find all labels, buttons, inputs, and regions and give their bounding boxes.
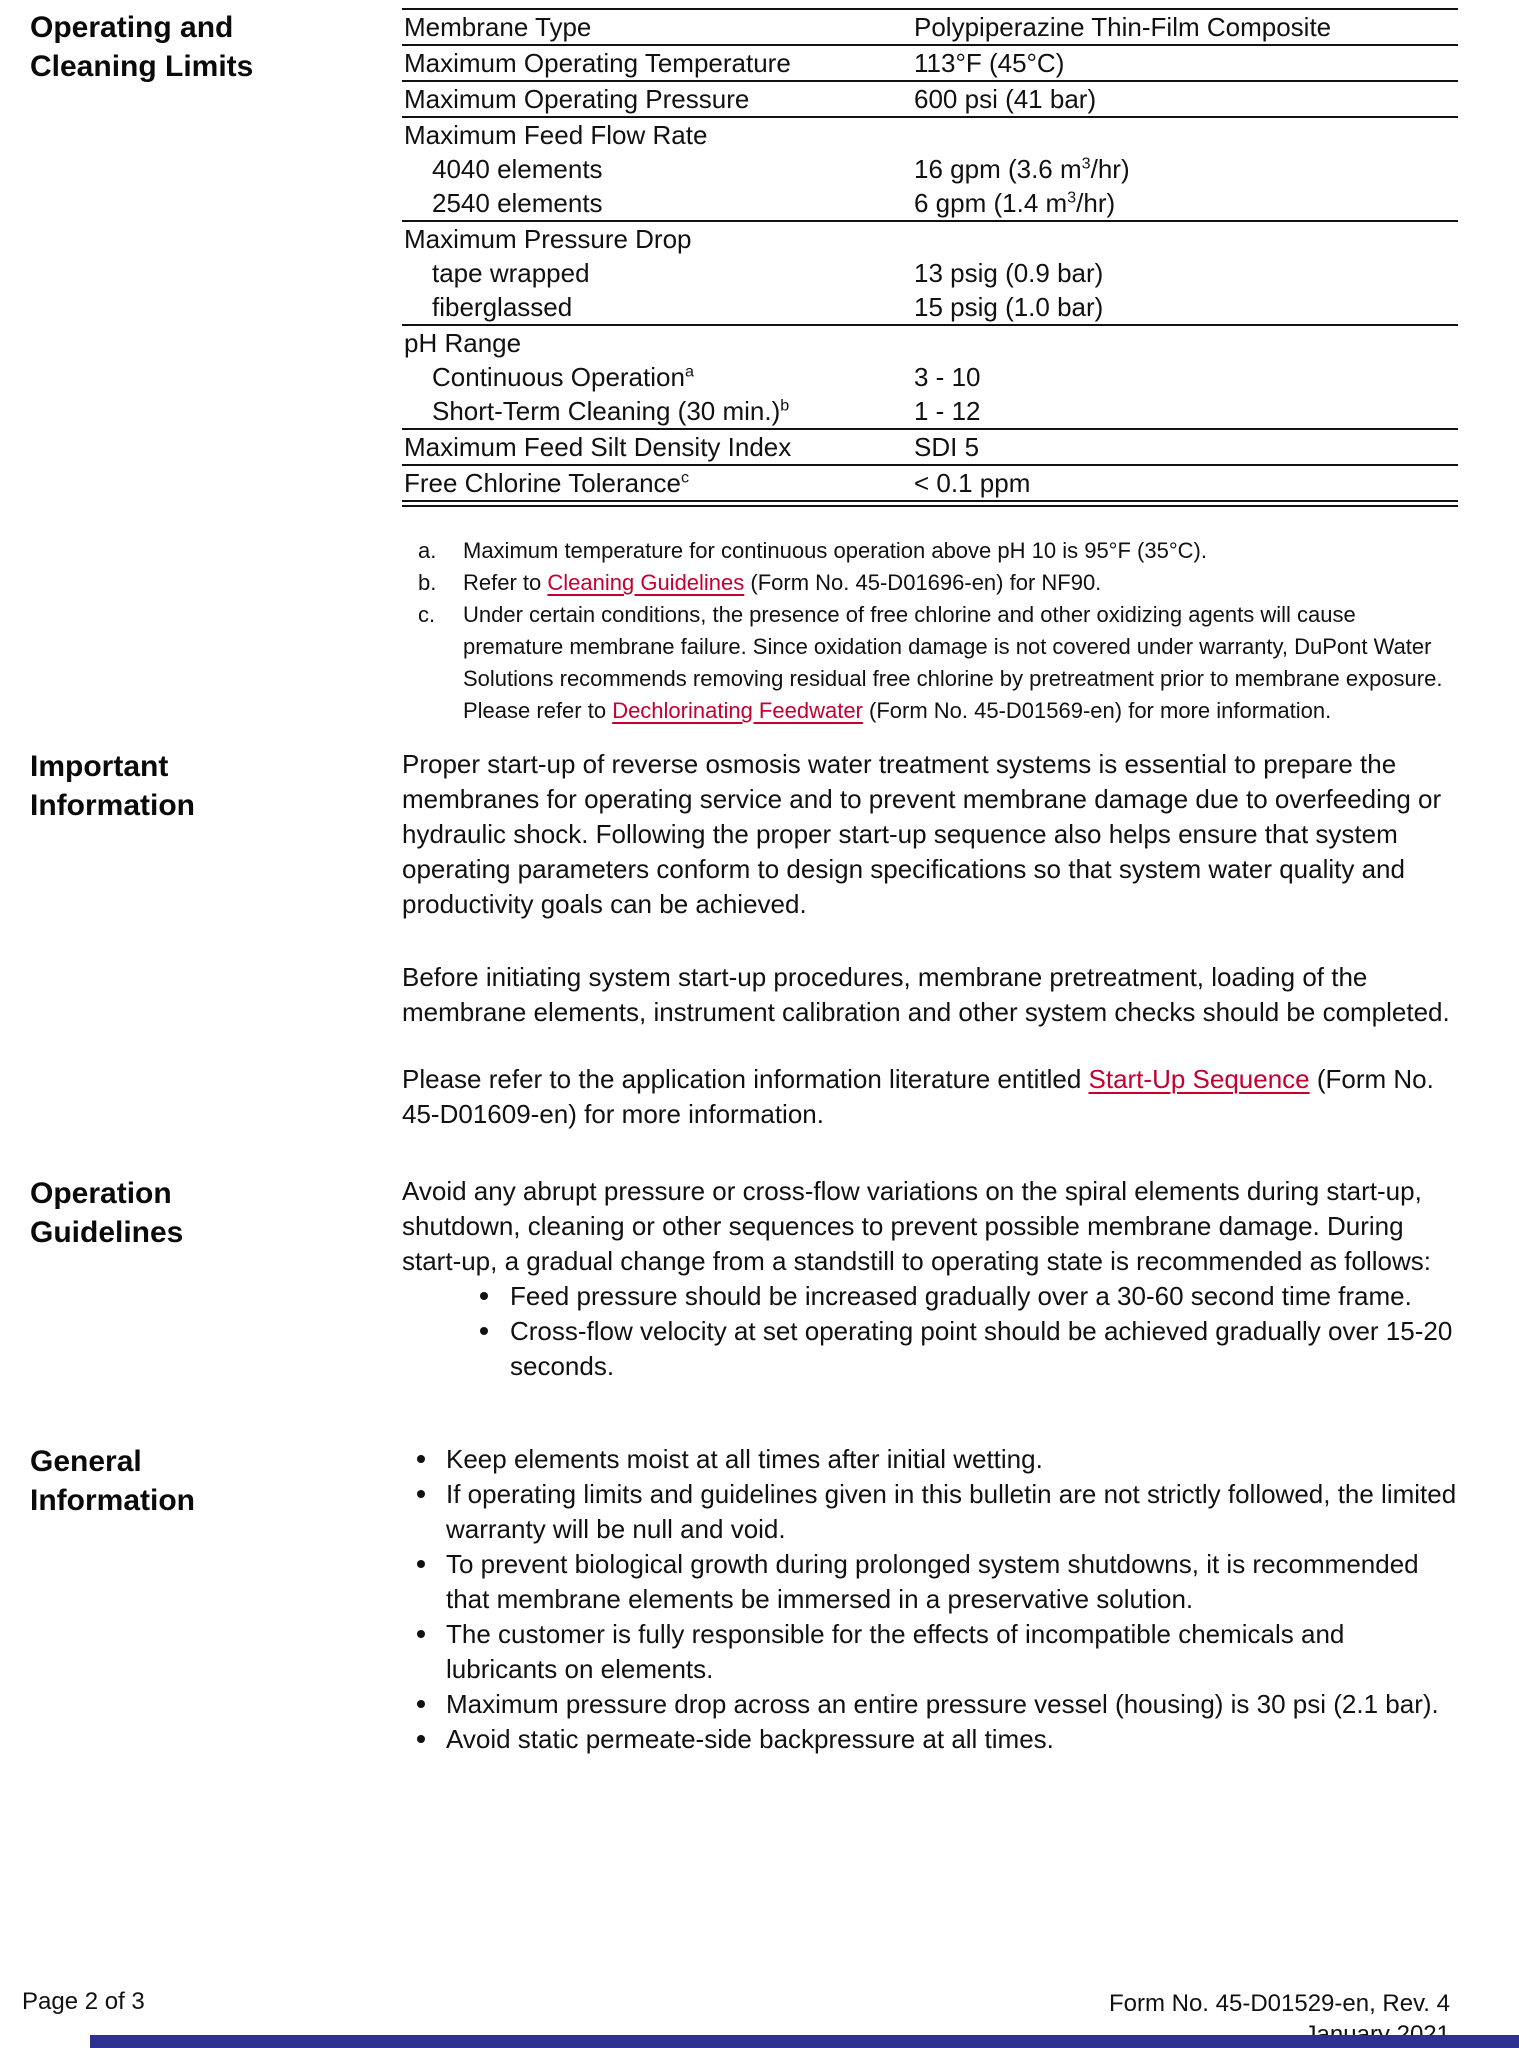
bullet-icon	[417, 1630, 425, 1638]
footnote-ref-a: a	[684, 361, 694, 380]
row-label: Membrane Type	[404, 11, 592, 42]
limits-heading-column	[0, 8, 402, 507]
footnote-text: Under certain conditions, the presence of free chlorine and other oxidizing agents will cause premature membrane failure. Since oxidation damage is not covered under warranty, DuPont Water Solutions recommends removing residual free chlorine by pretreatment prior to membrane exposure. Please refer to Dechlorinating Feedwater (Form No. 45-D01569-en) for more information.	[463, 602, 1443, 723]
table-bottom-double-rule	[402, 500, 1458, 507]
footnote-marker: c.	[418, 602, 436, 627]
table-row	[402, 256, 1458, 290]
footnote-list	[418, 535, 1458, 727]
row-label: 2540 elements	[432, 187, 603, 218]
row-label: pH Range	[404, 327, 522, 358]
table-row	[402, 326, 1458, 360]
link-dechlorinating-feedwater[interactable]: Dechlorinating Feedwater	[612, 698, 863, 723]
row-value: 13 psig (0.9 bar)	[914, 257, 1104, 288]
list-item: To prevent biological growth during prolonged system shutdowns, it is recommended that membrane elements be immersed in a preservative solution.	[402, 1547, 1458, 1617]
table-row	[402, 152, 1458, 186]
footnote-ref-c: c	[681, 467, 690, 486]
bullet-icon	[417, 1455, 425, 1463]
section-operating-limits	[0, 8, 1519, 507]
table-row	[402, 118, 1458, 152]
list-item: Maximum pressure drop across an entire pressure vessel (housing) is 30 psi (2.1 bar).	[402, 1687, 1458, 1722]
table-row	[402, 466, 1458, 500]
table-row	[402, 430, 1458, 466]
footer-accent-bar	[90, 2035, 1519, 2048]
list-item: Feed pressure should be increased gradually over a 30-60 second time frame.	[402, 1279, 1458, 1314]
table-row	[402, 360, 1458, 394]
table-row	[402, 46, 1458, 82]
row-label: Maximum Feed Flow Rate	[404, 119, 708, 150]
row-label: tape wrapped	[432, 257, 590, 288]
paragraph: Please refer to the application information literature entitled Start-Up Sequence (Form No. 45-D01609-en) for more information.	[402, 1064, 1434, 1129]
row-label: fiberglassed	[432, 291, 573, 322]
table-row	[402, 10, 1458, 46]
section-footnotes	[0, 535, 1519, 727]
footnote-text: Refer to Cleaning Guidelines (Form No. 45-D01696-en) for NF90.	[463, 570, 1102, 595]
list-item: If operating limits and guidelines given in this bulletin are not strictly followed, the limited warranty will be null and void.	[402, 1477, 1458, 1547]
row-label: Maximum Operating Temperature	[404, 47, 791, 78]
footnote-text: Maximum temperature for continuous operation above pH 10 is 95°F (35°C).	[463, 538, 1207, 563]
link-start-up-sequence[interactable]: Start-Up Sequence	[1088, 1064, 1310, 1094]
footnote-marker: a.	[418, 538, 437, 563]
footnote-b	[418, 567, 1458, 599]
row-label: Free Chlorine Tolerance$^c$	[404, 467, 690, 498]
section-heading: Operating and Cleaning Limits	[30, 11, 254, 83]
table-row	[402, 222, 1458, 256]
list-item: Keep elements moist at all times after initial wetting.	[402, 1442, 1458, 1477]
row-value: 600 psi (41 bar)	[914, 83, 1097, 114]
row-value: < 0.1 ppm	[914, 467, 1031, 498]
list-item: Avoid static permeate-side backpressure at all times.	[402, 1722, 1458, 1757]
form-number: Form No. 45-D01529-en, Rev. 4	[1108, 1990, 1450, 2017]
row-value: 113°F (45°C)	[914, 47, 1065, 78]
row-value: 3 - 10	[914, 361, 981, 392]
row-label: Maximum Operating Pressure	[404, 83, 750, 114]
section-general-information	[0, 1442, 1519, 1757]
bullet-icon	[417, 1700, 425, 1708]
bullet-list	[402, 1279, 1458, 1384]
paragraph: Before initiating system start-up procedures, membrane pretreatment, loading of the membrane elements, instrument calibration and other system checks should be completed.	[402, 962, 1450, 1027]
link-cleaning-guidelines[interactable]: Cleaning Guidelines	[547, 570, 745, 595]
table-row	[402, 290, 1458, 326]
list-item: Cross-flow velocity at set operating point should be achieved gradually over 15-20 seconds.	[402, 1314, 1458, 1384]
superscript: 3	[1067, 187, 1077, 206]
bullet-list	[402, 1442, 1458, 1757]
section-heading: Important Information	[30, 750, 195, 822]
superscript: 3	[1081, 153, 1091, 172]
section-important-information	[0, 747, 1519, 1132]
row-value: 15 psig (1.0 bar)	[914, 291, 1104, 322]
row-value: SDI 5	[914, 431, 980, 462]
table-row	[402, 394, 1458, 430]
footnote-a	[418, 535, 1458, 567]
row-value: 6 gpm (1.4 $m^3/hr$)	[914, 187, 1116, 218]
section-operation-guidelines	[0, 1174, 1519, 1384]
row-value: 1 - 12	[914, 395, 981, 426]
row-value: 16 gpm (3.6 $m^3/hr$)	[914, 153, 1130, 184]
section-heading: Operation Guidelines	[30, 1177, 184, 1249]
row-label: Maximum Feed Silt Density Index	[404, 431, 792, 462]
paragraph: Proper start-up of reverse osmosis water treatment systems is essential to prepare the membranes for operating service and to prevent membrane damage due to overfeeding or hydraulic shock. Following the proper start-up sequence also helps ensure that system operating parameters conform to design specifications so that system water quality and productivity goals can be achieved.	[402, 749, 1442, 919]
row-label: 4040 elements	[432, 153, 603, 184]
row-label: Maximum Pressure Drop	[404, 223, 692, 254]
bullet-icon	[480, 1292, 488, 1300]
footnote-ref-b: b	[780, 395, 790, 414]
bullet-icon	[417, 1490, 425, 1498]
limits-table	[402, 8, 1458, 507]
bullet-icon	[480, 1327, 488, 1335]
row-value: Polypiperazine Thin-Film Composite	[914, 11, 1332, 42]
table-row	[402, 186, 1458, 222]
bullet-icon	[417, 1560, 425, 1568]
table-row	[402, 82, 1458, 118]
bullet-icon	[417, 1735, 425, 1743]
row-label: Short-Term Cleaning (30 min.)$^b$	[432, 395, 790, 426]
section-heading: General Information	[30, 1445, 195, 1517]
footnote-marker: b.	[418, 570, 437, 595]
row-label: Continuous Operation$^a$	[432, 361, 694, 392]
paragraph: Avoid any abrupt pressure or cross-flow variations on the spiral elements during start-up, shutdown, cleaning or other sequences to prevent possible membrane damage. During start-up, a gradual change from a standstill to operating state is recommended as follows:	[402, 1176, 1431, 1276]
footnote-c	[418, 599, 1458, 727]
page-number: Page 2 of 3	[22, 1988, 145, 2015]
list-item: The customer is fully responsible for the effects of incompatible chemicals and lubricants on elements.	[402, 1617, 1458, 1687]
